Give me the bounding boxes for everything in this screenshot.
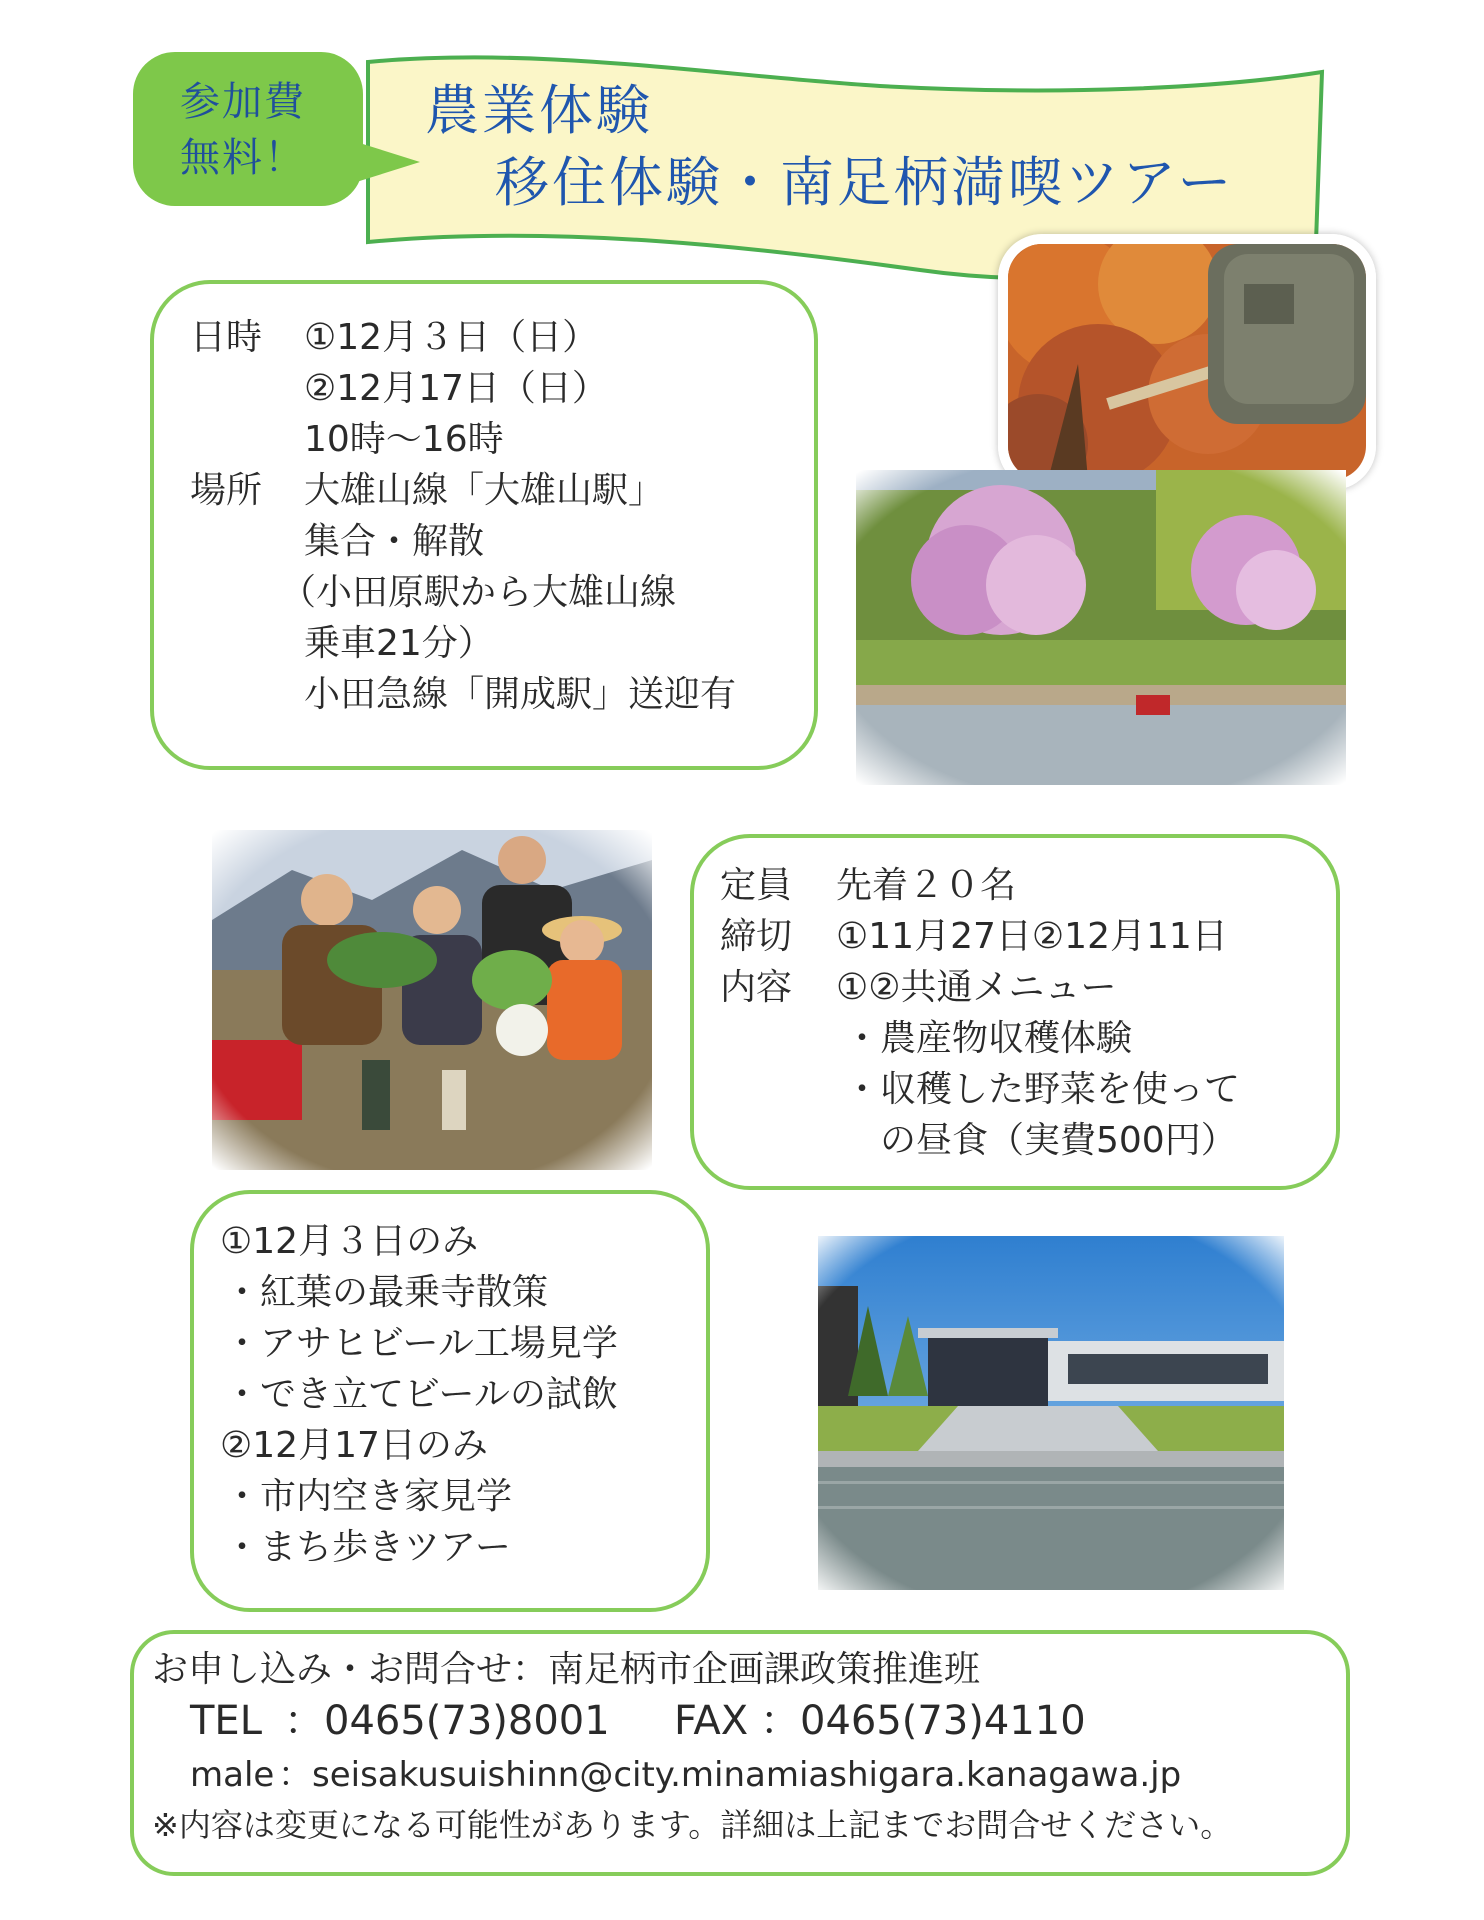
content-title: ①②共通メニュー — [836, 967, 1117, 1008]
time: 10時～16時 — [304, 419, 504, 460]
family-harvest-photo — [212, 830, 652, 1170]
fee-line2: 無料！ — [180, 135, 306, 181]
deadline-label: 締切 — [720, 916, 793, 957]
title-line1: 農業体験 — [425, 79, 653, 142]
deadline-value: ①11月27日②12月11日 — [836, 916, 1228, 957]
place5: 小田急線「開成駅」送迎有 — [304, 674, 737, 715]
day1-item: ・でき立てビールの試飲 — [224, 1374, 618, 1415]
contact-box — [130, 1630, 1350, 1876]
day1-title: ①12月３日のみ — [220, 1221, 479, 1262]
content-item2: ・収穫した野菜を使って — [844, 1069, 1241, 1110]
day2-item: ・まち歩きツアー — [224, 1527, 511, 1568]
title-line2: 移住体験・南足柄満喫ツアー — [495, 151, 1235, 214]
place-label: 場所 — [190, 470, 263, 511]
content-item1: ・農産物収穫体験 — [844, 1018, 1133, 1059]
date2: ②12月17日（日） — [304, 368, 608, 409]
mail-address[interactable]: ：seisakusuishinn@city.minamiashigara.kanagawa.jp — [278, 1755, 1182, 1795]
cherry-blossom-field-photo — [856, 470, 1346, 785]
disclaimer-note: ※内容は変更になる可能性があります。詳細は上記までお問合せください。 — [152, 1806, 1233, 1844]
place4: 乗車21分） — [304, 623, 494, 664]
capacity-label: 定員 — [720, 865, 793, 906]
content-item2-cont: の昼食（実費500円） — [880, 1120, 1237, 1161]
place1: 大雄山線「大雄山駅」 — [304, 470, 665, 511]
autumn-temple-photo — [998, 234, 1376, 490]
date1: ①12月３日（日） — [304, 317, 599, 358]
tel-number: ：0465(73)8001 — [284, 1698, 610, 1744]
fee-badge-pointer — [350, 140, 420, 184]
tel-label: TEL — [190, 1698, 262, 1744]
day1-item: ・アサヒビール工場見学 — [224, 1323, 618, 1364]
place3: （小田原駅から大雄山線 — [280, 572, 677, 613]
details-box — [690, 834, 1340, 1190]
mail-label: male — [190, 1755, 275, 1795]
capacity-value: 先着２０名 — [836, 865, 1017, 906]
day1-item: ・紅葉の最乗寺散策 — [224, 1272, 549, 1313]
day2-item: ・市内空き家見学 — [224, 1476, 513, 1517]
fee-text — [180, 74, 306, 186]
day-specific-box — [190, 1190, 710, 1612]
fax-label: FAX — [674, 1698, 749, 1744]
schedule-box — [150, 280, 818, 770]
date-label: 日時 — [190, 317, 263, 358]
fee-line1: 参加費 — [180, 79, 306, 125]
museum-building-photo — [818, 1236, 1284, 1590]
place2: 集合・解散 — [304, 521, 485, 562]
day2-title: ②12月17日のみ — [220, 1425, 488, 1466]
contact-heading: お申し込み・お問合せ：南足柄市企画課政策推進班 — [152, 1649, 981, 1690]
content-label: 内容 — [720, 967, 793, 1008]
fax-number: ：0465(73)4110 — [760, 1698, 1086, 1744]
